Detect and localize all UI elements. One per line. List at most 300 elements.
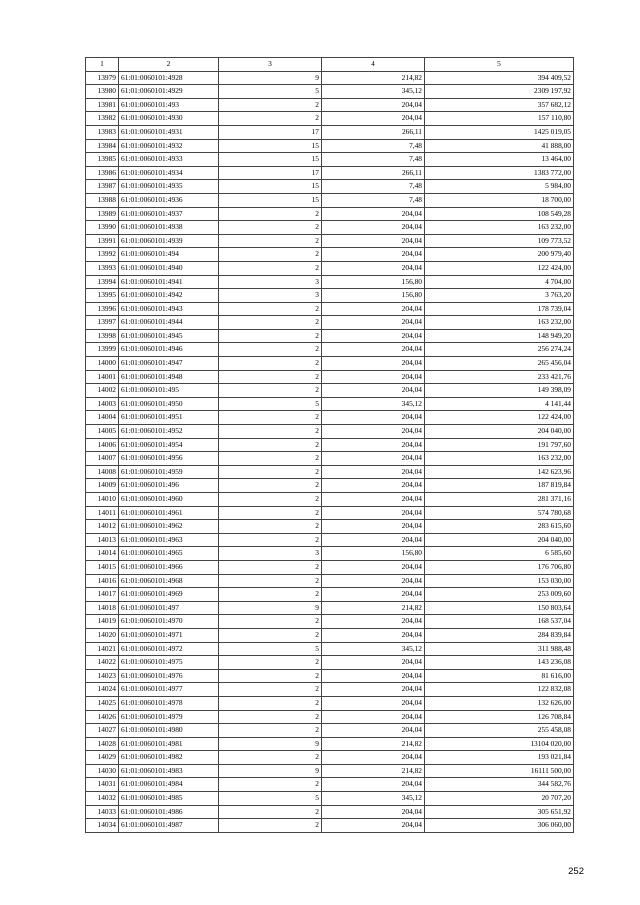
group-code-cell: 3 xyxy=(219,289,322,303)
group-code-cell: 2 xyxy=(219,479,322,493)
specific-value-cell: 7,48 xyxy=(322,153,425,167)
row-number-cell: 14003 xyxy=(86,397,119,411)
specific-value-cell: 204,04 xyxy=(322,819,425,833)
row-number-cell: 14033 xyxy=(86,805,119,819)
table-row xyxy=(86,234,574,248)
group-code-cell: 2 xyxy=(219,261,322,275)
row-number-cell: 13985 xyxy=(86,153,119,167)
row-number-cell: 13983 xyxy=(86,125,119,139)
group-code-cell: 2 xyxy=(219,302,322,316)
table-row xyxy=(86,452,574,466)
cadastral-number-cell: 61:01:0060101:4946 xyxy=(119,343,219,357)
row-number-cell: 14017 xyxy=(86,588,119,602)
specific-value-cell: 204,04 xyxy=(322,357,425,371)
group-code-cell: 2 xyxy=(219,329,322,343)
row-number-cell: 14000 xyxy=(86,357,119,371)
row-number-cell: 14019 xyxy=(86,615,119,629)
specific-value-cell: 204,04 xyxy=(322,329,425,343)
specific-value-cell: 204,04 xyxy=(322,234,425,248)
group-code-cell: 5 xyxy=(219,642,322,656)
cadastral-value-cell: 193 021,84 xyxy=(425,751,574,765)
specific-value-cell: 204,04 xyxy=(322,370,425,384)
table-row xyxy=(86,724,574,738)
cadastral-number-cell: 61:01:0060101:4933 xyxy=(119,153,219,167)
group-code-cell: 2 xyxy=(219,438,322,452)
specific-value-cell: 204,04 xyxy=(322,112,425,126)
cadastral-value-cell: 109 773,52 xyxy=(425,234,574,248)
row-number-cell: 13981 xyxy=(86,98,119,112)
group-code-cell: 2 xyxy=(219,357,322,371)
cadastral-number-cell: 61:01:0060101:4930 xyxy=(119,112,219,126)
specific-value-cell: 204,04 xyxy=(322,588,425,602)
cadastral-value-cell: 153 030,00 xyxy=(425,574,574,588)
row-number-cell: 13988 xyxy=(86,193,119,207)
cadastral-value-cell: 200 979,40 xyxy=(425,248,574,262)
row-number-cell: 14013 xyxy=(86,533,119,547)
specific-value-cell: 345,12 xyxy=(322,397,425,411)
table-row xyxy=(86,479,574,493)
group-code-cell: 2 xyxy=(219,234,322,248)
table-row xyxy=(86,601,574,615)
cadastral-number-cell: 61:01:0060101:4971 xyxy=(119,628,219,642)
table-row xyxy=(86,275,574,289)
cadastral-value-cell: 149 398,09 xyxy=(425,384,574,398)
table-row xyxy=(86,696,574,710)
row-number-cell: 14026 xyxy=(86,710,119,724)
page-number: 252 xyxy=(568,866,584,877)
row-number-cell: 13995 xyxy=(86,289,119,303)
specific-value-cell: 204,04 xyxy=(322,656,425,670)
specific-value-cell: 7,48 xyxy=(322,139,425,153)
cadastral-value-cell: 16111 500,00 xyxy=(425,764,574,778)
table-row xyxy=(86,683,574,697)
specific-value-cell: 7,48 xyxy=(322,180,425,194)
row-number-cell: 14032 xyxy=(86,792,119,806)
table-row xyxy=(86,166,574,180)
group-code-cell: 2 xyxy=(219,384,322,398)
specific-value-cell: 204,04 xyxy=(322,452,425,466)
row-number-cell: 13984 xyxy=(86,139,119,153)
specific-value-cell: 204,04 xyxy=(322,261,425,275)
cadastral-number-cell: 61:01:0060101:4939 xyxy=(119,234,219,248)
specific-value-cell: 204,04 xyxy=(322,724,425,738)
cadastral-number-cell: 61:01:0060101:4960 xyxy=(119,493,219,507)
specific-value-cell: 204,04 xyxy=(322,710,425,724)
group-code-cell: 2 xyxy=(219,615,322,629)
table-row xyxy=(86,153,574,167)
group-code-cell: 3 xyxy=(219,547,322,561)
specific-value-cell: 345,12 xyxy=(322,792,425,806)
cadastral-number-cell: 61:01:0060101:4940 xyxy=(119,261,219,275)
cadastral-value-cell: 4 704,00 xyxy=(425,275,574,289)
cadastral-number-cell: 61:01:0060101:4962 xyxy=(119,520,219,534)
group-code-cell: 2 xyxy=(219,343,322,357)
cadastral-value-cell: 150 803,64 xyxy=(425,601,574,615)
group-code-cell: 2 xyxy=(219,683,322,697)
specific-value-cell: 204,04 xyxy=(322,302,425,316)
row-number-cell: 13992 xyxy=(86,248,119,262)
cadastral-value-cell: 20 707,20 xyxy=(425,792,574,806)
table-row xyxy=(86,506,574,520)
cadastral-number-cell: 61:01:0060101:4959 xyxy=(119,465,219,479)
specific-value-cell: 156,80 xyxy=(322,547,425,561)
specific-value-cell: 204,04 xyxy=(322,574,425,588)
group-code-cell: 3 xyxy=(219,275,322,289)
specific-value-cell: 204,04 xyxy=(322,479,425,493)
table-row xyxy=(86,642,574,656)
cadastral-number-cell: 61:01:0060101:4928 xyxy=(119,71,219,85)
table-row xyxy=(86,329,574,343)
cadastral-value-cell: 253 009,60 xyxy=(425,588,574,602)
specific-value-cell: 156,80 xyxy=(322,275,425,289)
cadastral-number-cell: 61:01:0060101:4941 xyxy=(119,275,219,289)
cadastral-value-cell: 13104 020,00 xyxy=(425,737,574,751)
row-number-cell: 13989 xyxy=(86,207,119,221)
cadastral-number-cell: 61:01:0060101:4981 xyxy=(119,737,219,751)
header-cell-5: 5 xyxy=(425,58,574,72)
cadastral-number-cell: 61:01:0060101:4978 xyxy=(119,696,219,710)
group-code-cell: 2 xyxy=(219,560,322,574)
cadastral-value-cell: 122 424,00 xyxy=(425,411,574,425)
table-row xyxy=(86,425,574,439)
specific-value-cell: 204,04 xyxy=(322,520,425,534)
cadastral-value-cell: 168 537,04 xyxy=(425,615,574,629)
cadastral-number-cell: 61:01:0060101:4977 xyxy=(119,683,219,697)
table-row xyxy=(86,656,574,670)
cadastral-number-cell: 61:01:0060101:4947 xyxy=(119,357,219,371)
group-code-cell: 15 xyxy=(219,139,322,153)
group-code-cell: 15 xyxy=(219,193,322,207)
row-number-cell: 14005 xyxy=(86,425,119,439)
cadastral-value-cell: 126 708,84 xyxy=(425,710,574,724)
group-code-cell: 5 xyxy=(219,397,322,411)
table-row xyxy=(86,384,574,398)
specific-value-cell: 345,12 xyxy=(322,642,425,656)
cadastral-number-cell: 61:01:0060101:4979 xyxy=(119,710,219,724)
specific-value-cell: 204,04 xyxy=(322,560,425,574)
cadastral-value-cell: 176 706,80 xyxy=(425,560,574,574)
cadastral-number-cell: 61:01:0060101:4984 xyxy=(119,778,219,792)
cadastral-number-cell: 61:01:0060101:4935 xyxy=(119,180,219,194)
cadastral-value-cell: 18 700,00 xyxy=(425,193,574,207)
table-row xyxy=(86,193,574,207)
group-code-cell: 5 xyxy=(219,792,322,806)
table-header xyxy=(86,58,574,72)
specific-value-cell: 204,04 xyxy=(322,465,425,479)
row-number-cell: 14034 xyxy=(86,819,119,833)
row-number-cell: 14028 xyxy=(86,737,119,751)
row-number-cell: 13986 xyxy=(86,166,119,180)
row-number-cell: 14024 xyxy=(86,683,119,697)
specific-value-cell: 214,82 xyxy=(322,71,425,85)
group-code-cell: 2 xyxy=(219,819,322,833)
cadastral-value-cell: 204 040,00 xyxy=(425,425,574,439)
cadastral-value-cell: 163 232,00 xyxy=(425,221,574,235)
group-code-cell: 2 xyxy=(219,751,322,765)
cadastral-number-cell: 61:01:0060101:4948 xyxy=(119,370,219,384)
row-number-cell: 14021 xyxy=(86,642,119,656)
cadastral-number-cell: 61:01:0060101:4956 xyxy=(119,452,219,466)
row-number-cell: 13979 xyxy=(86,71,119,85)
header-cell-4: 4 xyxy=(322,58,425,72)
specific-value-cell: 204,04 xyxy=(322,248,425,262)
specific-value-cell: 204,04 xyxy=(322,628,425,642)
row-number-cell: 13982 xyxy=(86,112,119,126)
specific-value-cell: 204,04 xyxy=(322,221,425,235)
cadastral-number-cell: 61:01:0060101:494 xyxy=(119,248,219,262)
cadastral-number-cell: 61:01:0060101:4963 xyxy=(119,533,219,547)
specific-value-cell: 204,04 xyxy=(322,778,425,792)
cadastral-value-cell: 163 232,00 xyxy=(425,316,574,330)
cadastral-value-table-sheet xyxy=(85,57,573,833)
row-number-cell: 14031 xyxy=(86,778,119,792)
row-number-cell: 14004 xyxy=(86,411,119,425)
table-row xyxy=(86,520,574,534)
table-row xyxy=(86,302,574,316)
group-code-cell: 15 xyxy=(219,180,322,194)
cadastral-value-cell: 187 819,84 xyxy=(425,479,574,493)
cadastral-value-cell: 132 626,00 xyxy=(425,696,574,710)
row-number-cell: 13991 xyxy=(86,234,119,248)
cadastral-number-cell: 61:01:0060101:4965 xyxy=(119,547,219,561)
table-row xyxy=(86,98,574,112)
group-code-cell: 2 xyxy=(219,588,322,602)
group-code-cell: 2 xyxy=(219,452,322,466)
table-row xyxy=(86,751,574,765)
cadastral-value-cell: 148 949,20 xyxy=(425,329,574,343)
row-number-cell: 14020 xyxy=(86,628,119,642)
cadastral-number-cell: 61:01:0060101:4976 xyxy=(119,669,219,683)
table-row xyxy=(86,370,574,384)
cadastral-value-cell: 191 797,60 xyxy=(425,438,574,452)
row-number-cell: 14010 xyxy=(86,493,119,507)
cadastral-number-cell: 61:01:0060101:4951 xyxy=(119,411,219,425)
table-row xyxy=(86,737,574,751)
table-row xyxy=(86,411,574,425)
cadastral-number-cell: 61:01:0060101:4950 xyxy=(119,397,219,411)
cadastral-value-table xyxy=(85,57,574,833)
group-code-cell: 15 xyxy=(219,153,322,167)
cadastral-number-cell: 61:01:0060101:4929 xyxy=(119,85,219,99)
specific-value-cell: 204,04 xyxy=(322,316,425,330)
cadastral-value-cell: 1383 772,00 xyxy=(425,166,574,180)
specific-value-cell: 204,04 xyxy=(322,683,425,697)
cadastral-number-cell: 61:01:0060101:4980 xyxy=(119,724,219,738)
group-code-cell: 2 xyxy=(219,656,322,670)
group-code-cell: 2 xyxy=(219,710,322,724)
specific-value-cell: 204,04 xyxy=(322,493,425,507)
cadastral-value-cell: 122 424,00 xyxy=(425,261,574,275)
table-row xyxy=(86,438,574,452)
cadastral-number-cell: 61:01:0060101:4952 xyxy=(119,425,219,439)
group-code-cell: 2 xyxy=(219,805,322,819)
cadastral-value-cell: 265 456,04 xyxy=(425,357,574,371)
group-code-cell: 2 xyxy=(219,574,322,588)
cadastral-number-cell: 61:01:0060101:4970 xyxy=(119,615,219,629)
cadastral-value-cell: 178 739,04 xyxy=(425,302,574,316)
group-code-cell: 5 xyxy=(219,85,322,99)
specific-value-cell: 266,11 xyxy=(322,166,425,180)
table-row xyxy=(86,615,574,629)
cadastral-number-cell: 61:01:0060101:496 xyxy=(119,479,219,493)
cadastral-number-cell: 61:01:0060101:4975 xyxy=(119,656,219,670)
cadastral-value-cell: 1425 019,05 xyxy=(425,125,574,139)
cadastral-value-cell: 256 274,24 xyxy=(425,343,574,357)
row-number-cell: 14008 xyxy=(86,465,119,479)
group-code-cell: 17 xyxy=(219,125,322,139)
row-number-cell: 13980 xyxy=(86,85,119,99)
specific-value-cell: 214,82 xyxy=(322,737,425,751)
specific-value-cell: 204,04 xyxy=(322,751,425,765)
table-row xyxy=(86,139,574,153)
cadastral-value-cell: 163 232,00 xyxy=(425,452,574,466)
row-number-cell: 13993 xyxy=(86,261,119,275)
table-row xyxy=(86,207,574,221)
group-code-cell: 2 xyxy=(219,628,322,642)
cadastral-number-cell: 61:01:0060101:4982 xyxy=(119,751,219,765)
specific-value-cell: 7,48 xyxy=(322,193,425,207)
row-number-cell: 14018 xyxy=(86,601,119,615)
group-code-cell: 2 xyxy=(219,520,322,534)
specific-value-cell: 204,04 xyxy=(322,207,425,221)
cadastral-value-cell: 311 988,48 xyxy=(425,642,574,656)
row-number-cell: 14006 xyxy=(86,438,119,452)
cadastral-value-cell: 283 615,60 xyxy=(425,520,574,534)
specific-value-cell: 204,04 xyxy=(322,506,425,520)
specific-value-cell: 204,04 xyxy=(322,425,425,439)
table-row xyxy=(86,180,574,194)
table-row xyxy=(86,778,574,792)
table-row xyxy=(86,493,574,507)
row-number-cell: 14029 xyxy=(86,751,119,765)
cadastral-number-cell: 61:01:0060101:4936 xyxy=(119,193,219,207)
group-code-cell: 2 xyxy=(219,248,322,262)
specific-value-cell: 204,04 xyxy=(322,533,425,547)
specific-value-cell: 204,04 xyxy=(322,411,425,425)
group-code-cell: 2 xyxy=(219,465,322,479)
table-row xyxy=(86,792,574,806)
row-number-cell: 14022 xyxy=(86,656,119,670)
cadastral-value-cell: 344 582,76 xyxy=(425,778,574,792)
cadastral-value-cell: 41 888,00 xyxy=(425,139,574,153)
row-number-cell: 13987 xyxy=(86,180,119,194)
table-row xyxy=(86,248,574,262)
table-row xyxy=(86,560,574,574)
table-row xyxy=(86,71,574,85)
group-code-cell: 2 xyxy=(219,425,322,439)
header-cell-2: 2 xyxy=(119,58,219,72)
row-number-cell: 14009 xyxy=(86,479,119,493)
cadastral-value-cell: 284 839,84 xyxy=(425,628,574,642)
cadastral-number-cell: 61:01:0060101:4931 xyxy=(119,125,219,139)
table-row xyxy=(86,547,574,561)
table-row xyxy=(86,85,574,99)
specific-value-cell: 204,04 xyxy=(322,696,425,710)
cadastral-number-cell: 61:01:0060101:4943 xyxy=(119,302,219,316)
cadastral-value-cell: 255 458,08 xyxy=(425,724,574,738)
group-code-cell: 2 xyxy=(219,533,322,547)
row-number-cell: 13994 xyxy=(86,275,119,289)
cadastral-value-cell: 157 110,80 xyxy=(425,112,574,126)
row-number-cell: 14002 xyxy=(86,384,119,398)
specific-value-cell: 204,04 xyxy=(322,805,425,819)
group-code-cell: 2 xyxy=(219,98,322,112)
group-code-cell: 2 xyxy=(219,696,322,710)
cadastral-value-cell: 3 763,20 xyxy=(425,289,574,303)
cadastral-value-cell: 2309 197,92 xyxy=(425,85,574,99)
row-number-cell: 14015 xyxy=(86,560,119,574)
specific-value-cell: 345,12 xyxy=(322,85,425,99)
cadastral-value-cell: 143 236,08 xyxy=(425,656,574,670)
cadastral-value-cell: 13 464,00 xyxy=(425,153,574,167)
cadastral-number-cell: 61:01:0060101:4934 xyxy=(119,166,219,180)
group-code-cell: 2 xyxy=(219,411,322,425)
header-cell-3: 3 xyxy=(219,58,322,72)
cadastral-value-cell: 5 984,00 xyxy=(425,180,574,194)
row-number-cell: 14012 xyxy=(86,520,119,534)
table-row xyxy=(86,397,574,411)
cadastral-number-cell: 61:01:0060101:4983 xyxy=(119,764,219,778)
table-row xyxy=(86,533,574,547)
table-row xyxy=(86,805,574,819)
row-number-cell: 13996 xyxy=(86,302,119,316)
cadastral-value-cell: 574 780,68 xyxy=(425,506,574,520)
cadastral-value-cell: 142 623,96 xyxy=(425,465,574,479)
cadastral-number-cell: 61:01:0060101:4932 xyxy=(119,139,219,153)
cadastral-value-cell: 306 060,00 xyxy=(425,819,574,833)
cadastral-value-cell: 305 651,92 xyxy=(425,805,574,819)
group-code-cell: 9 xyxy=(219,71,322,85)
cadastral-number-cell: 61:01:0060101:4944 xyxy=(119,316,219,330)
cadastral-number-cell: 61:01:0060101:4961 xyxy=(119,506,219,520)
group-code-cell: 2 xyxy=(219,506,322,520)
group-code-cell: 2 xyxy=(219,207,322,221)
group-code-cell: 2 xyxy=(219,370,322,384)
cadastral-number-cell: 61:01:0060101:4945 xyxy=(119,329,219,343)
table-row xyxy=(86,316,574,330)
cadastral-value-cell: 233 421,76 xyxy=(425,370,574,384)
table-body xyxy=(86,71,574,832)
table-row xyxy=(86,125,574,139)
table-row xyxy=(86,465,574,479)
table-row xyxy=(86,574,574,588)
table-row xyxy=(86,628,574,642)
cadastral-number-cell: 61:01:0060101:4987 xyxy=(119,819,219,833)
cadastral-value-cell: 4 141,44 xyxy=(425,397,574,411)
row-number-cell: 14030 xyxy=(86,764,119,778)
cadastral-value-cell: 394 409,52 xyxy=(425,71,574,85)
specific-value-cell: 266,11 xyxy=(322,125,425,139)
cadastral-number-cell: 61:01:0060101:4942 xyxy=(119,289,219,303)
cadastral-number-cell: 61:01:0060101:4966 xyxy=(119,560,219,574)
cadastral-number-cell: 61:01:0060101:4969 xyxy=(119,588,219,602)
cadastral-number-cell: 61:01:0060101:4954 xyxy=(119,438,219,452)
cadastral-value-cell: 122 832,08 xyxy=(425,683,574,697)
cadastral-number-cell: 61:01:0060101:4937 xyxy=(119,207,219,221)
header-row xyxy=(86,58,574,72)
cadastral-number-cell: 61:01:0060101:493 xyxy=(119,98,219,112)
row-number-cell: 14001 xyxy=(86,370,119,384)
table-row xyxy=(86,669,574,683)
row-number-cell: 14007 xyxy=(86,452,119,466)
row-number-cell: 14023 xyxy=(86,669,119,683)
group-code-cell: 17 xyxy=(219,166,322,180)
header-cell-1: 1 xyxy=(86,58,119,72)
group-code-cell: 2 xyxy=(219,724,322,738)
row-number-cell: 13990 xyxy=(86,221,119,235)
table-row xyxy=(86,261,574,275)
specific-value-cell: 204,04 xyxy=(322,384,425,398)
